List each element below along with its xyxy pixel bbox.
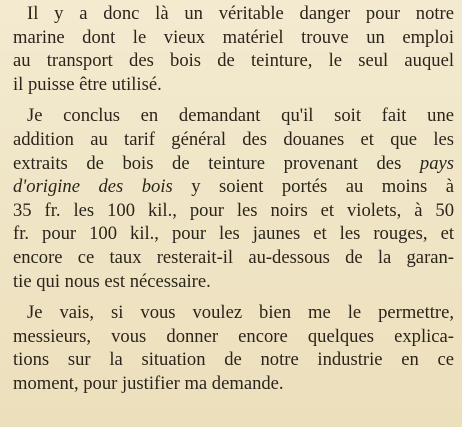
- text-run: extraits de bois de teinture provenant des: [13, 152, 420, 174]
- text-line: tie qui nous est nécessaire.: [13, 270, 211, 292]
- text-line: addition au tarif général des douanes et que les: [13, 128, 454, 150]
- text-run: y soient portés au moins à: [172, 176, 454, 198]
- text-line: [13, 152, 454, 176]
- text-line: il puisse être utilisé.: [13, 73, 162, 95]
- text-line: 35 fr. les 100 kil., pour les noirs et violets, à 50: [13, 199, 454, 221]
- italic-phrase: d'origine des bois: [13, 176, 173, 198]
- paragraph-2: [13, 104, 454, 293]
- text-line: [13, 175, 454, 199]
- text-line: encore ce taux resterait-il au-dessous de la garan-: [13, 246, 454, 268]
- paragraph-3: [13, 301, 454, 395]
- paragraph-1: [13, 2, 454, 96]
- italic-phrase: pays: [419, 152, 454, 174]
- text-line: tions sur la situation de notre industrie en ce: [13, 349, 454, 371]
- text-line: Je conclus en demandant qu'il soit fait une: [27, 105, 454, 127]
- text-line: moment, pour justifier ma demande.: [13, 372, 284, 394]
- text-line: Je vais, si vous voulez bien me le permettre,: [27, 302, 454, 324]
- text-line: Il y a donc là un véritable danger pour notre: [27, 3, 454, 24]
- text-line: messieurs, vous donner encore quelques explica-: [13, 325, 454, 347]
- text-line: au transport des bois de teinture, le seul auquel: [13, 50, 454, 72]
- text-line: fr. pour 100 kil., pour les jaunes et les rouges, et: [13, 223, 454, 245]
- text-line: marine dont le vieux matériel trouve un emploi: [13, 26, 454, 48]
